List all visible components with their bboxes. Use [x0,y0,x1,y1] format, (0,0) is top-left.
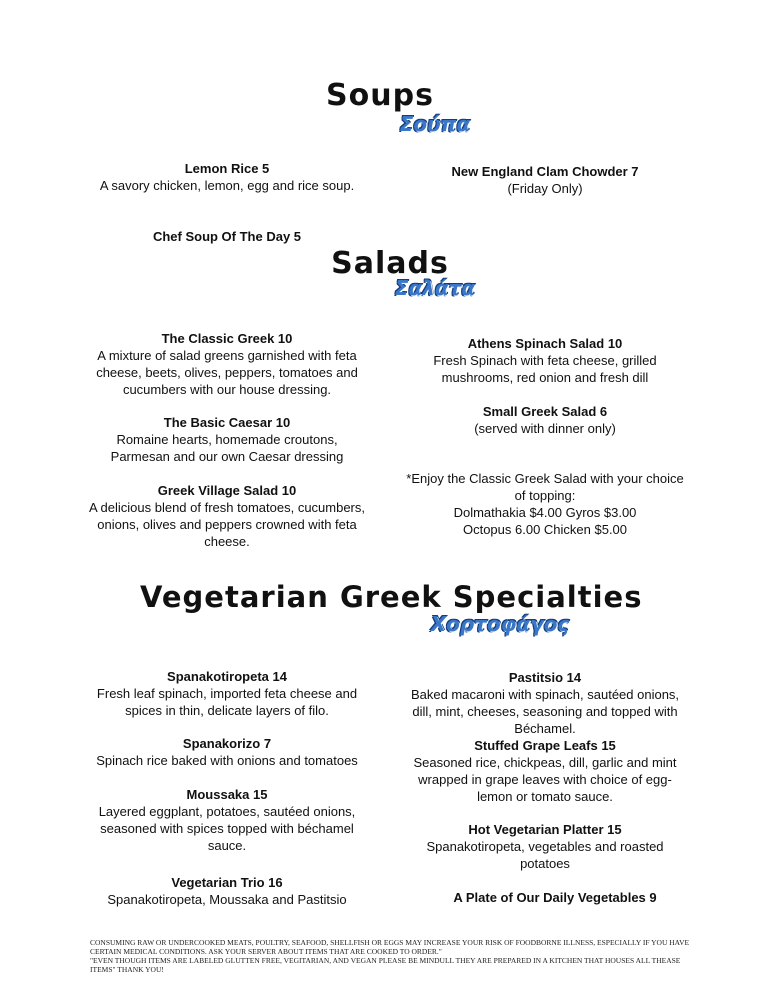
item-description: Seasoned rice, chickpeas, dill, garlic and mint wrapped in grape leaves with choice of egg-lemon or tomato sauce. [413,755,677,804]
topping-options-1: Dolmathakia $4.00 Gyros $3.00 [453,505,637,520]
soups-title: Soups [326,78,434,113]
item-name: New England Clam Chowder 7 [451,164,639,179]
item-description: Fresh Spinach with feta cheese, grilled mushrooms, red onion and fresh dill [433,353,657,385]
menu-item-classic-greek [92,330,362,398]
item-name: Athens Spinach Salad 10 [467,336,623,351]
soups-greek-title: Σούπα [399,112,471,136]
item-name: Hot Vegetarian Platter 15 [468,822,622,837]
menu-item-chef-soup [80,228,374,245]
menu-item-lemon-rice [80,160,374,194]
item-name: Spanakorizo 7 [182,736,272,751]
item-description: (Friday Only) [507,181,583,196]
item-description: Baked macaroni with spinach, sautéed onions, dill, mint, cheeses, seasoning and topped with Béchamel. [410,687,680,736]
item-name: Small Greek Salad 6 [482,404,608,419]
menu-item-spanakorizo [92,735,362,769]
menu-item-clam-chowder [400,163,690,197]
menu-item-hot-vegetarian-platter [408,821,682,872]
item-description: A savory chicken, lemon, egg and rice soup. [99,178,355,193]
item-name: Lemon Rice 5 [184,161,270,176]
vegetarian-greek-title: Χορτοφάγος [430,612,570,636]
item-description: Romaine hearts, homemade croutons, Parmesan and our own Caesar dressing [110,432,344,464]
menu-item-spanakotiropeta [92,668,362,719]
item-name: Pastitsio 14 [508,670,582,685]
item-name: The Basic Caesar 10 [163,415,291,430]
salads-title: Salads [331,246,449,281]
item-description: Spinach rice baked with onions and tomatoes [96,753,358,768]
item-description: Layered eggplant, potatoes, sautéed onions, seasoned with spices topped with béchamel sauce. [98,804,356,853]
salad-topping-note [405,470,685,538]
item-name: The Classic Greek 10 [161,331,293,346]
item-description: A mixture of salad greens garnished with feta cheese, beets, olives, peppers, tomatoes and cucumbers with our house dressing. [96,348,358,397]
menu-item-pastitsio [408,669,682,737]
item-description: Spanakotiropeta, vegetables and roasted potatoes [426,839,664,871]
item-description: (served with dinner only) [474,421,616,436]
item-name: Greek Village Salad 10 [157,483,297,498]
topping-intro: *Enjoy the Classic Greek Salad with your choice of topping: [406,471,684,503]
menu-item-small-greek [425,403,665,437]
menu-item-athens-spinach [425,335,665,386]
vegetarian-title: Vegetarian Greek Specialties [140,580,643,614]
item-description: A delicious blend of fresh tomatoes, cucumbers, onions, olives and peppers crowned with feta cheese. [88,500,366,549]
topping-options-2: Octopus 6.00 Chicken $5.00 [462,522,628,537]
item-name: Stuffed Grape Leafs 15 [474,738,616,753]
menu-item-basic-caesar [92,414,362,465]
menu-item-stuffed-grape-leafs [408,737,682,805]
disclaimer-line-2: "EVEN THOUGH ITEMS ARE LABELED GLUTTEN FREE, VEGITARIAN, AND VEGAN PLEASE BE MINDULL THEY ARE PREPARED IN A KITCHEN THAT HOUSES ALL THEASE ITEMS" THANK YOU! [90,956,681,974]
food-safety-disclaimer [90,938,690,974]
item-description: Spanakotiropeta, Moussaka and Pastitsio [107,892,347,907]
menu-item-daily-vegetables [408,889,702,906]
menu-item-greek-village [88,482,366,550]
menu-item-moussaka [92,786,362,854]
item-name: Chef Soup Of The Day 5 [152,229,302,244]
item-description: Fresh leaf spinach, imported feta cheese and spices in thin, delicate layers of filo. [96,686,358,718]
disclaimer-line-1: CONSUMING RAW OR UNDERCOOKED MEATS, POULTRY, SEAFOOD, SHELLFISH OR EGGS MAY INCREASE YOUR RISK OF FOODBORNE ILLNESS, ESPECIALLY IF YOU HAVE CERTAIN MEDICAL CONDITIONS. ASK YOUR SERVER ABOUT ITEMS THAT ARE COOKED TO ORDER." [90,938,690,956]
salads-greek-title: Σαλάτα [394,276,476,300]
item-name: Moussaka 15 [186,787,268,802]
item-name: Spanakotiropeta 14 [167,669,287,684]
item-name: A Plate of Our Daily Vegetables 9 [453,890,657,905]
menu-item-vegetarian-trio [92,874,362,908]
item-name: Vegetarian Trio 16 [171,875,283,890]
